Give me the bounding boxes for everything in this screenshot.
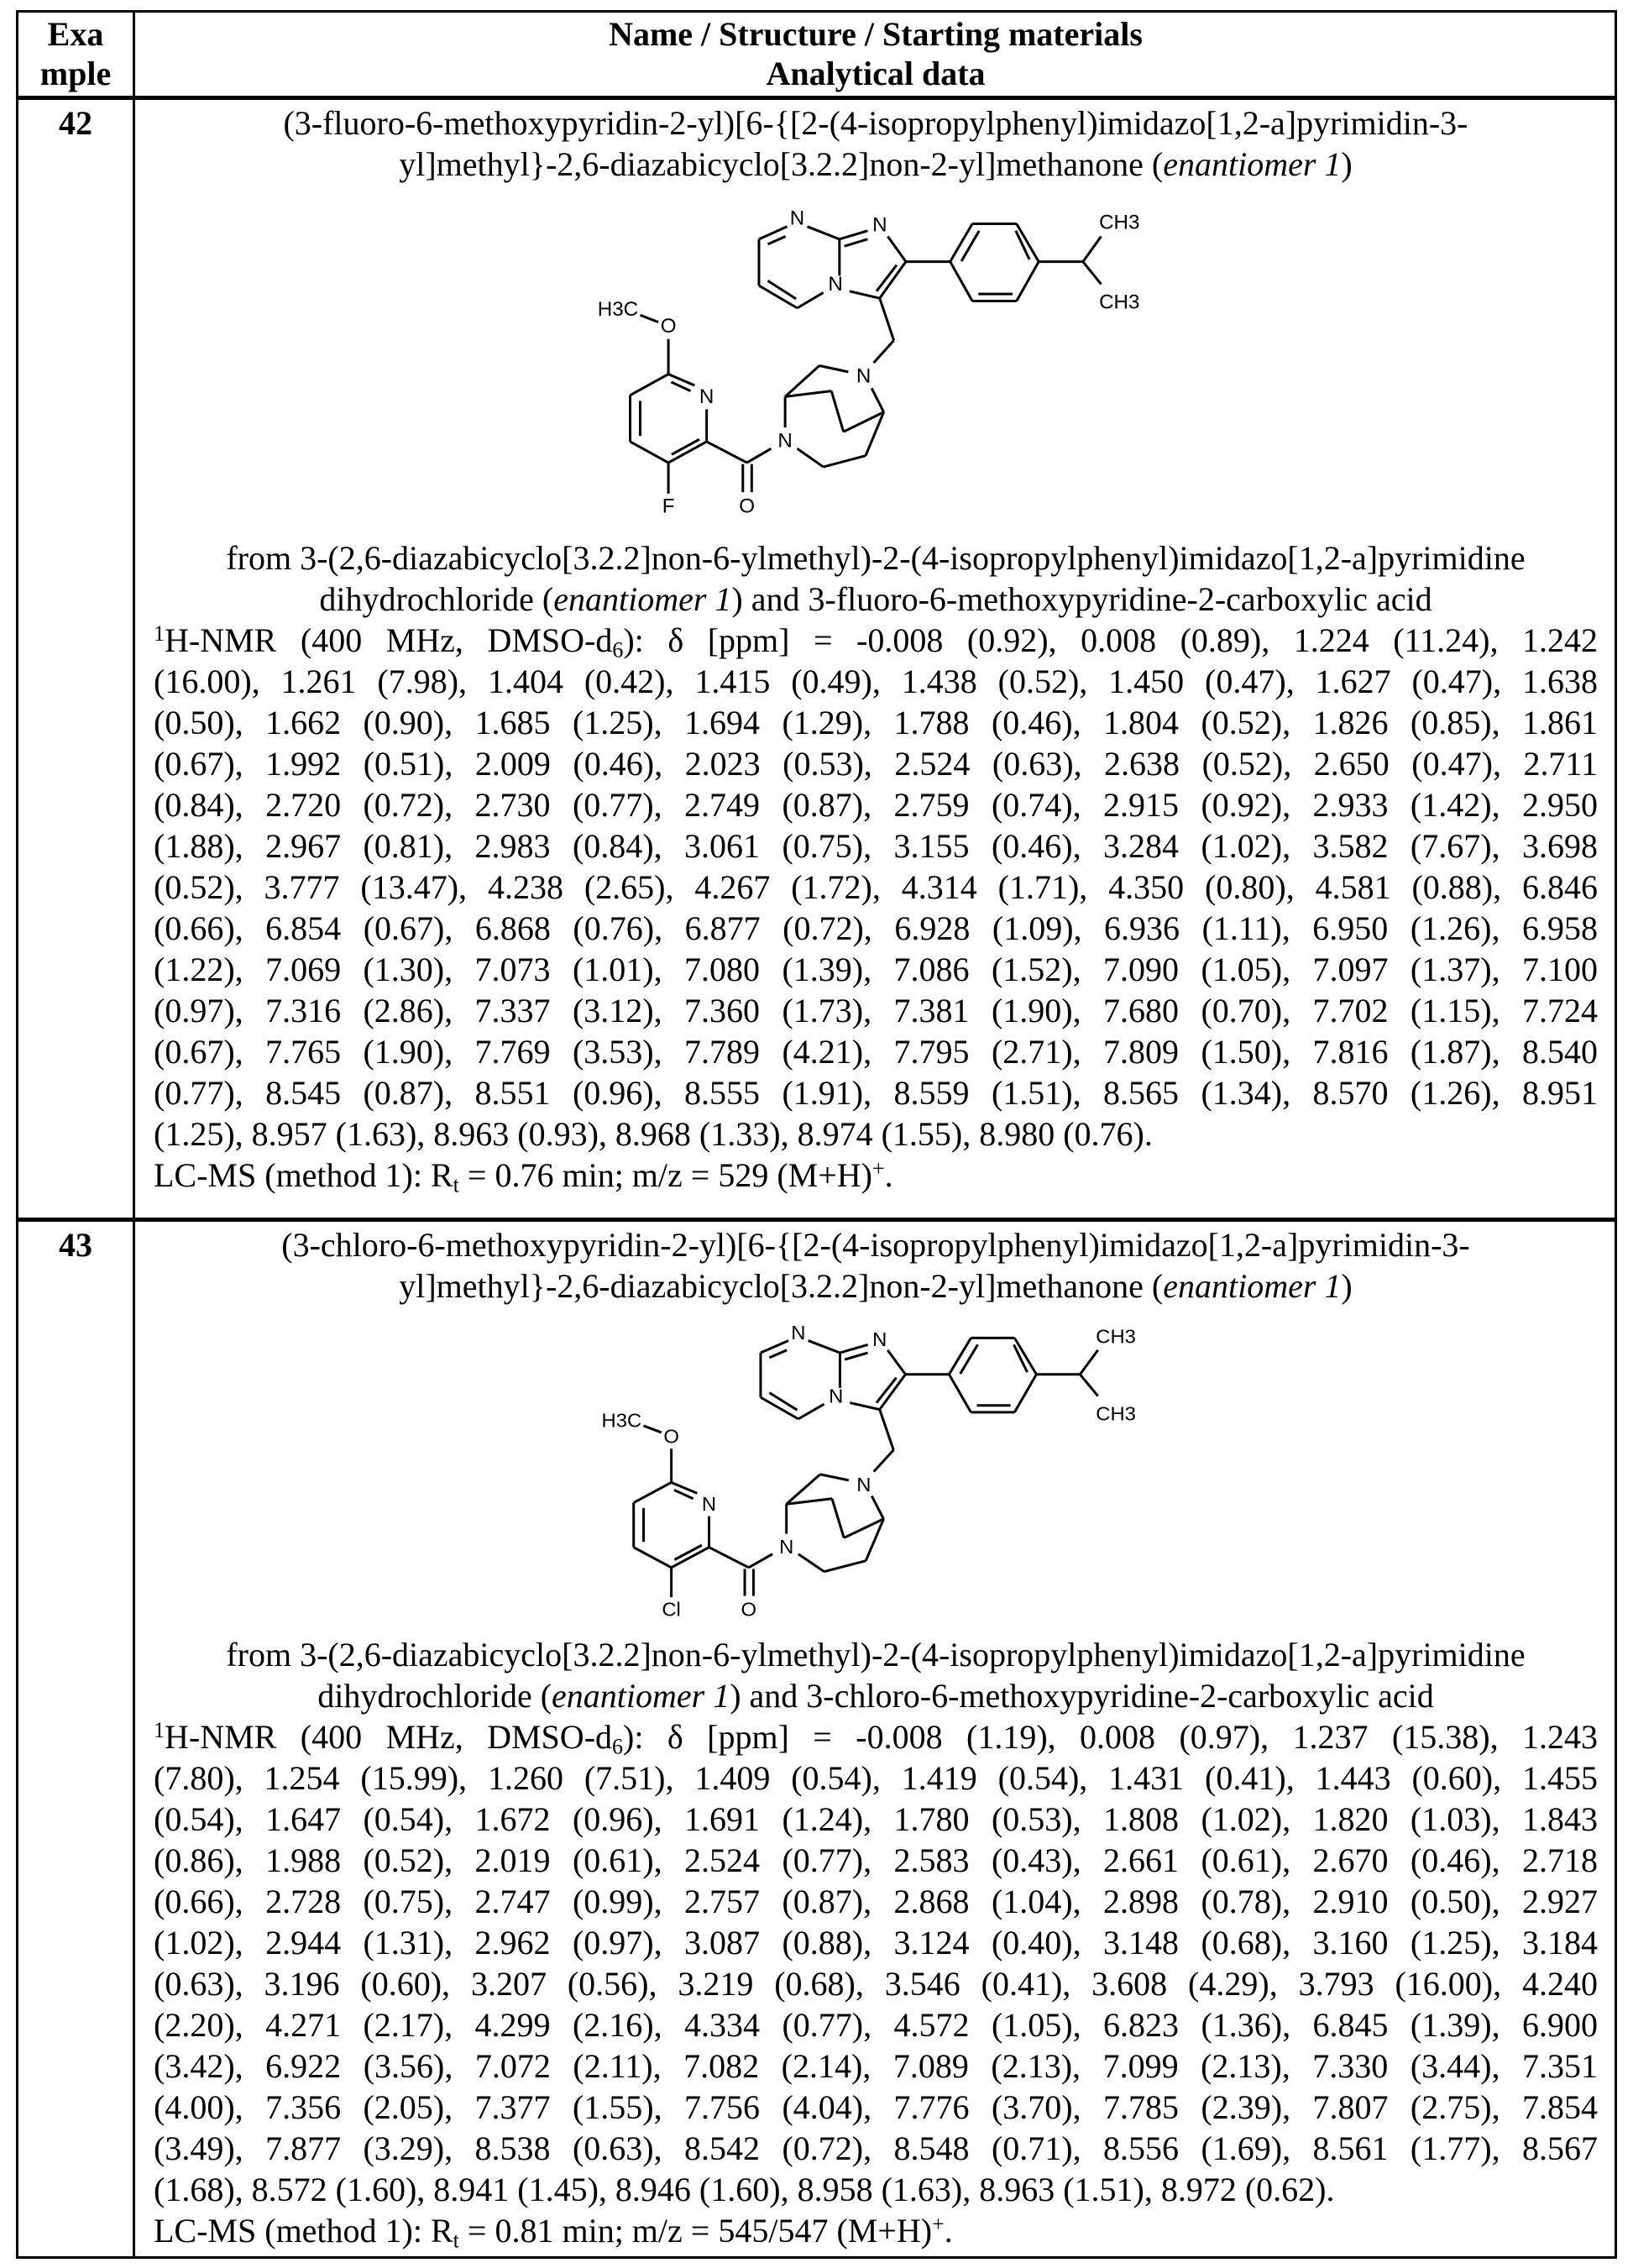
bond-line — [850, 1403, 879, 1410]
examples-table — [16, 10, 1617, 2259]
bond-line — [887, 1350, 905, 1375]
lcms-sup: + — [932, 2212, 945, 2236]
lcms-text: LC-MS (method 1): R — [154, 2212, 453, 2250]
nmr-data — [154, 620, 1598, 1155]
compound-name-line1: (3-chloro-6-methoxypyridin-2-yl)[6-{[2-(4-isopropylphenyl)imidazo[1,2-a]pyrimidin-3- — [154, 1224, 1598, 1265]
starting-materials-line2 — [154, 1675, 1598, 1716]
bond-line — [768, 280, 797, 298]
bond-line — [874, 340, 894, 363]
bond-line — [644, 1426, 662, 1433]
bond-line — [1014, 1375, 1036, 1412]
bond-line — [707, 441, 747, 462]
header-name-line2: Analytical data — [154, 54, 1598, 93]
bond-line — [832, 1499, 844, 1538]
bond-line — [820, 1474, 849, 1480]
header-example-line2: mple — [18, 54, 133, 93]
example-row-42 — [18, 98, 1616, 1220]
bond-line — [880, 298, 894, 340]
atom-label-o: O — [741, 1599, 757, 1621]
nmr-line: (0.66), 6.854 (0.67), 6.868 (0.76), 6.877 (0.72), 6.928 (1.09), 6.936 (1.11), 6.950 (1.26), 6.958 — [154, 908, 1598, 949]
atom-label-o: O — [663, 1426, 679, 1448]
nmr-line: (0.63), 3.196 (0.60), 3.207 (0.56), 3.219 (0.68), 3.546 (0.41), 3.608 (4.29), 3.793 (16.00), 4.240 — [154, 1963, 1598, 2004]
bond-line — [824, 1561, 866, 1572]
bond-line — [769, 1393, 797, 1411]
nmr-line: (4.00), 7.356 (2.05), 7.377 (1.55), 7.756 (4.04), 7.776 (3.70), 7.785 (2.39), 7.807 (2.75), 7.854 — [154, 2087, 1598, 2128]
atom-label-n: N — [829, 1385, 843, 1407]
bond-line — [769, 1350, 787, 1358]
bond-line — [1083, 261, 1102, 284]
compound-name-line2 — [154, 1265, 1598, 1307]
bond-line — [871, 1496, 883, 1519]
nmr-line: (0.84), 2.720 (0.72), 2.730 (0.77), 2.749 (0.87), 2.759 (0.74), 2.915 (0.92), 2.933 (1.42), 2.950 — [154, 784, 1598, 825]
atom-label-n: N — [779, 1536, 793, 1558]
bond-line — [871, 388, 883, 411]
nmr-line: (0.50), 1.662 (0.90), 1.685 (1.25), 1.694 (1.29), 1.788 (0.46), 1.804 (0.52), 1.826 (0.85), 1.861 — [154, 702, 1598, 743]
atom-label-n: N — [856, 364, 871, 387]
nmr-sub: 6 — [612, 1735, 623, 1759]
atom-label-n: N — [872, 1328, 887, 1350]
nmr-data — [154, 1716, 1598, 2210]
nmr-text: ): δ [ppm] = -0.008 (0.92), 0.008 (0.89), 1.224 (11.24), 1.242 — [623, 621, 1598, 659]
nmr-line: (0.52), 3.777 (13.47), 4.238 (2.65), 4.267 (1.72), 4.314 (1.71), 4.350 (0.80), 4.581 (0.88), 6.846 — [154, 867, 1598, 908]
nmr-sup: 1 — [154, 621, 165, 646]
nmr-line — [154, 620, 1598, 661]
starting-materials-line1: from 3-(2,6-diazabicyclo[3.2.2]non-6-ylmethyl)-2-(4-isopropylphenyl)imidazo[1,2-a]pyrimidine — [154, 1634, 1598, 1675]
nmr-sub: 6 — [612, 638, 623, 663]
bond-line — [880, 1410, 894, 1450]
atom-label-n: N — [777, 429, 792, 452]
bond-line — [845, 238, 868, 245]
bond-line — [1080, 1350, 1097, 1375]
bond-line — [850, 291, 880, 297]
atom-label-methoxy-methyl: H3C — [602, 1410, 642, 1432]
nmr-line-last: (1.68), 8.572 (1.60), 8.941 (1.45), 8.946 (1.60), 8.958 (1.63), 8.963 (1.51), 8.972 (0.62). — [154, 2169, 1598, 2210]
sm-text: dihydrochloride ( — [319, 580, 553, 618]
starting-materials-line1: from 3-(2,6-diazabicyclo[3.2.2]non-6-ylmethyl)-2-(4-isopropylphenyl)imidazo[1,2-a]pyrimidine — [154, 537, 1598, 579]
atom-label-n: N — [828, 272, 842, 295]
bond-line — [634, 1548, 672, 1568]
lcms-text: = 0.81 min; m/z = 545/547 (M+H) — [459, 2212, 932, 2250]
bond-line — [631, 374, 669, 395]
bond-line — [809, 1341, 840, 1353]
example-number: 43 — [18, 1222, 133, 1265]
name-text: yl]methyl}-2,6-diazabicyclo[3.2.2]non-2-yl]methanone ( — [399, 1267, 1163, 1305]
bond-line — [845, 1353, 867, 1359]
name-text: yl]methyl}-2,6-diazabicyclo[3.2.2]non-2-yl]methanone ( — [399, 145, 1163, 183]
atom-label-n: N — [790, 207, 804, 229]
lcms-text: = 0.76 min; m/z = 529 (M+H) — [459, 1156, 872, 1194]
chemical-structure — [154, 185, 1598, 537]
example-row-43 — [18, 1220, 1616, 2258]
nmr-line: (0.77), 8.545 (0.87), 8.551 (0.96), 8.555 (1.91), 8.559 (1.51), 8.565 (1.34), 8.570 (1.26), 8.951 — [154, 1072, 1598, 1113]
bond-line — [749, 1554, 772, 1568]
nmr-line: (0.54), 1.647 (0.54), 1.672 (0.96), 1.691 (1.24), 1.780 (0.53), 1.808 (1.02), 1.820 (1.03), 1.843 — [154, 1799, 1598, 1840]
nmr-line: (0.86), 1.988 (0.52), 2.019 (0.61), 2.524 (0.77), 2.583 (0.43), 2.661 (0.61), 2.670 (0.46), 2.718 — [154, 1840, 1598, 1881]
bond-line — [824, 455, 866, 466]
nmr-line: (1.88), 2.967 (0.81), 2.983 (0.84), 3.061 (0.75), 3.155 (0.46), 3.284 (1.02), 3.582 (7.67), 3.698 — [154, 825, 1598, 867]
compound-name — [154, 100, 1598, 185]
atom-label-methyl: CH3 — [1096, 1326, 1136, 1348]
atom-label-halogen: Cl — [662, 1599, 680, 1621]
bond-line — [798, 448, 824, 467]
bond-line — [831, 390, 843, 432]
nmr-sup: 1 — [154, 1718, 165, 1742]
compound-name — [154, 1222, 1598, 1307]
bond-line — [798, 1404, 824, 1419]
bond-line — [798, 1554, 824, 1572]
header-example-line1: Exa — [18, 14, 133, 54]
bond-line — [768, 236, 786, 244]
nmr-line: (1.22), 7.069 (1.30), 7.073 (1.01), 7.080 (1.39), 7.086 (1.52), 7.090 (1.05), 7.097 (1.37), 7.100 — [154, 949, 1598, 990]
example-number: 42 — [18, 100, 133, 144]
nmr-line: (0.66), 2.728 (0.75), 2.747 (0.99), 2.757 (0.87), 2.868 (1.04), 2.898 (0.78), 2.910 (0.50), 2.927 — [154, 1881, 1598, 1922]
bond-line — [950, 261, 972, 301]
header-name-cell — [134, 12, 1616, 98]
bond-line — [641, 315, 659, 322]
atom-label-o: O — [739, 495, 755, 517]
nmr-text: ): δ [ppm] = -0.008 (1.19), 0.008 (0.97), 1.237 (15.38), 1.243 — [623, 1718, 1598, 1756]
name-text: ) — [1341, 1267, 1352, 1305]
atom-label-methyl: CH3 — [1099, 291, 1139, 313]
atom-label-n: N — [702, 1493, 716, 1515]
lcms-sub: t — [453, 1173, 459, 1197]
lcms-data — [154, 2210, 1598, 2251]
lcms-data — [154, 1155, 1598, 1196]
nmr-line — [154, 1716, 1598, 1757]
enantiomer-label: enantiomer 1 — [552, 1677, 730, 1715]
bond-line — [807, 226, 839, 238]
name-text: ) — [1341, 145, 1352, 183]
enantiomer-label: enantiomer 1 — [553, 580, 731, 618]
nmr-line: (1.02), 2.944 (1.31), 2.962 (0.97), 3.087 (0.88), 3.124 (0.40), 3.148 (0.68), 3.160 (1.25), 3.184 — [154, 1922, 1598, 1963]
lcms-sub: t — [453, 2229, 459, 2253]
nmr-head: H-NMR (400 MHz, DMSO-d — [165, 1718, 612, 1756]
nmr-line: (3.49), 7.877 (3.29), 8.538 (0.63), 8.542 (0.72), 8.548 (0.71), 8.556 (1.69), 8.561 (1.77), 8.567 — [154, 2128, 1598, 2169]
lcms-text: . — [885, 1156, 893, 1194]
compound-name-line1: (3-fluoro-6-methoxypyridin-2-yl)[6-{[2-(4-isopropylphenyl)imidazo[1,2-a]pyrimidin-3- — [154, 102, 1598, 144]
lcms-text: . — [945, 2212, 953, 2250]
bond-line — [950, 223, 972, 261]
atom-label-n: N — [872, 213, 887, 236]
header-row — [18, 12, 1616, 98]
structure-drawing — [582, 200, 1170, 523]
atom-label-methyl: CH3 — [1099, 211, 1139, 233]
bond-line — [840, 230, 868, 238]
bond-line — [1080, 1375, 1097, 1396]
compound-name-line2 — [154, 144, 1598, 185]
nmr-line: (0.67), 7.765 (1.90), 7.769 (3.53), 7.789 (4.21), 7.795 (2.71), 7.809 (1.50), 7.816 (1.87), 8.540 — [154, 1031, 1598, 1072]
atom-label-halogen: F — [662, 495, 675, 517]
sm-text: ) and 3-chloro-6-methoxypyridine-2-carboxylic acid — [730, 1677, 1434, 1715]
starting-materials-line2 — [154, 579, 1598, 620]
bond-line — [887, 236, 906, 261]
atom-label-n: N — [856, 1474, 871, 1495]
bond-line — [1017, 261, 1039, 301]
atom-label-o: O — [661, 315, 677, 338]
enantiomer-label: enantiomer 1 — [1163, 145, 1341, 183]
lcms-sup: + — [872, 1156, 885, 1181]
bond-line — [949, 1375, 971, 1412]
structure-drawing — [586, 1315, 1165, 1626]
nmr-line: (7.80), 1.254 (15.99), 1.260 (7.51), 1.409 (0.54), 1.419 (0.54), 1.431 (0.41), 1.443 (0.60), 1.455 — [154, 1757, 1598, 1799]
nmr-line: (0.67), 1.992 (0.51), 2.009 (0.46), 2.023 (0.53), 2.524 (0.63), 2.638 (0.52), 2.650 (0.47), 2.711 — [154, 743, 1598, 784]
header-name-line1: Name / Structure / Starting materials — [154, 14, 1598, 54]
atom-label-n: N — [699, 385, 714, 407]
bond-line — [709, 1548, 749, 1568]
nmr-line: (0.97), 7.316 (2.86), 7.337 (3.12), 7.360 (1.73), 7.381 (1.90), 7.680 (0.70), 7.702 (1.15), 7.724 — [154, 990, 1598, 1031]
enantiomer-label: enantiomer 1 — [1163, 1267, 1341, 1305]
bond-line — [631, 441, 669, 462]
bond-line — [874, 1450, 894, 1472]
sm-text: ) and 3-fluoro-6-methoxypyridine-2-carboxylic acid — [731, 580, 1431, 618]
nmr-line: (3.42), 6.922 (3.56), 7.072 (2.11), 7.082 (2.14), 7.089 (2.13), 7.099 (2.13), 7.330 (3.44), 7.351 — [154, 2045, 1598, 2087]
nmr-head: H-NMR (400 MHz, DMSO-d — [165, 621, 612, 659]
bond-line — [819, 365, 849, 371]
header-example-cell — [18, 12, 134, 98]
chemical-structure — [154, 1307, 1598, 1634]
atom-label-n: N — [791, 1322, 805, 1344]
bond-line — [949, 1338, 971, 1374]
example-number-cell — [18, 1220, 134, 2258]
example-content-cell — [134, 1220, 1616, 2258]
bond-line — [634, 1482, 672, 1502]
nmr-line: (16.00), 1.261 (7.98), 1.404 (0.42), 1.415 (0.49), 1.438 (0.52), 1.450 (0.47), 1.627 (0.47), 1.638 — [154, 661, 1598, 702]
example-number-cell — [18, 98, 134, 1220]
nmr-line: (2.20), 4.271 (2.17), 4.299 (2.16), 4.334 (0.77), 4.572 (1.05), 6.823 (1.36), 6.845 (1.39), 6.900 — [154, 2004, 1598, 2045]
example-content-cell — [134, 98, 1616, 1220]
atom-label-methoxy-methyl: H3C — [598, 298, 638, 321]
sm-text: dihydrochloride ( — [317, 1677, 552, 1715]
bond-line — [747, 448, 772, 463]
bond-line — [1083, 236, 1102, 261]
atom-label-methyl: CH3 — [1096, 1403, 1136, 1425]
nmr-line-last: (1.25), 8.957 (1.63), 8.963 (0.93), 8.968 (1.33), 8.974 (1.55), 8.980 (0.76). — [154, 1113, 1598, 1155]
bond-line — [798, 292, 824, 307]
bond-line — [840, 1344, 867, 1353]
lcms-text: LC-MS (method 1): R — [154, 1156, 453, 1194]
